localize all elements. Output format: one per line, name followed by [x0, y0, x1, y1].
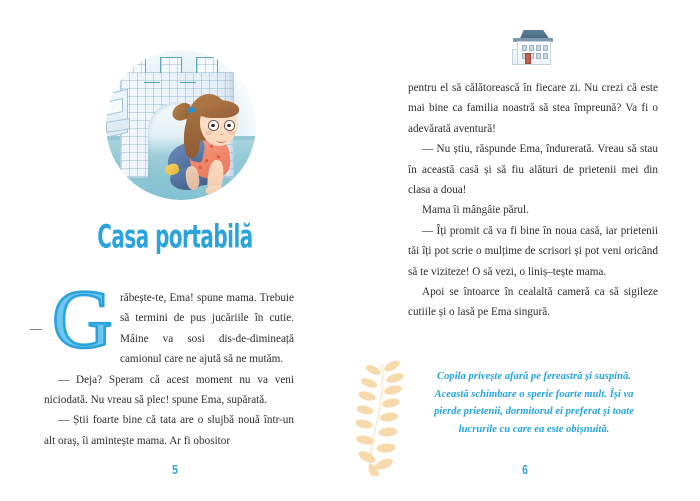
- caption-line: Copila privește afară pe fereastră și suspină.: [437, 371, 631, 382]
- illustration-caption: [403, 368, 665, 438]
- left-page-body-text: [30, 273, 294, 451]
- house-facade: [517, 41, 551, 65]
- house-illustration: [512, 30, 554, 64]
- girl-eye: [208, 120, 219, 131]
- paragraph: — Știi foarte bine că tata are o slujbă nouă într-un alt oraș, îi amintește mama. Ar fi obositor: [44, 414, 294, 447]
- right-page-body-text: [408, 78, 658, 323]
- paragraph: răbește-te, Ema! spune mama. Trebuie să termini de pus jucăriile în cutie. Mâine va sosi dis-de-dimineață camionul care ne ajută să ne mutăm.: [120, 292, 294, 366]
- girl-hand: [206, 186, 224, 196]
- paragraph: — Nu știu, răspunde Ema, îndurerată. Vreau să stau în această casă și să fiu alături de prietenii mei din clasa a doua!: [408, 143, 658, 197]
- girl-character: [164, 90, 254, 198]
- girl-nose: [219, 131, 224, 135]
- chapter-title: Casa portabilă: [97, 219, 253, 256]
- castle-notch: [144, 70, 160, 83]
- castle-merlon: [124, 57, 146, 73]
- page-number-left: 5: [172, 462, 178, 477]
- illustration-vignette: [106, 50, 256, 200]
- castle-notch: [180, 70, 196, 83]
- caption-line: lucrurile cu care ea este obișnuită.: [458, 423, 610, 435]
- paragraph: Apoi se întoarce în cealaltă cameră ca să sigileze cutiile și o lasă pe Ema singură.: [408, 286, 658, 319]
- chapter-illustration: [92, 42, 270, 200]
- girl-eye: [224, 120, 235, 131]
- paragraph: Mama îi mângâie părul.: [422, 204, 529, 217]
- paragraph: — Deja? Speram că acest moment nu va veni niciodată. Nu vreau să plec! spune Ema, supărată.: [44, 373, 294, 407]
- dialogue-dash: —: [30, 321, 42, 335]
- dropcap-paragraph-block: [30, 273, 294, 370]
- caption-line: Această schimbare o sperie foarte mult. Își va: [434, 388, 634, 400]
- dropcap-text: [120, 288, 294, 370]
- castle-merlon: [196, 57, 218, 73]
- paragraph: pentru el să călătorească în fiecare zi. Nu crezi că este mai bine ca familia noastră să stea împreună? Va fi o adevărată aventură!: [408, 82, 658, 135]
- house-door: [525, 53, 531, 64]
- castle-merlon: [160, 57, 182, 73]
- paragraph: — Îți promit că va fi bine în noua casă, iar prietenii tăi îți pot scrie o mulțime de scrisori și pot veni oricând să te viziteze! O să vezi, o liniș–tește mama.: [408, 224, 658, 278]
- page-number-right: 6: [522, 462, 528, 477]
- girl-bangs: [197, 100, 239, 118]
- girl-mouth: [216, 137, 226, 143]
- drop-cap-letter: G: [52, 273, 113, 366]
- caption-line: pierde prietenii, dormitorul ei preferat și toate: [434, 406, 634, 418]
